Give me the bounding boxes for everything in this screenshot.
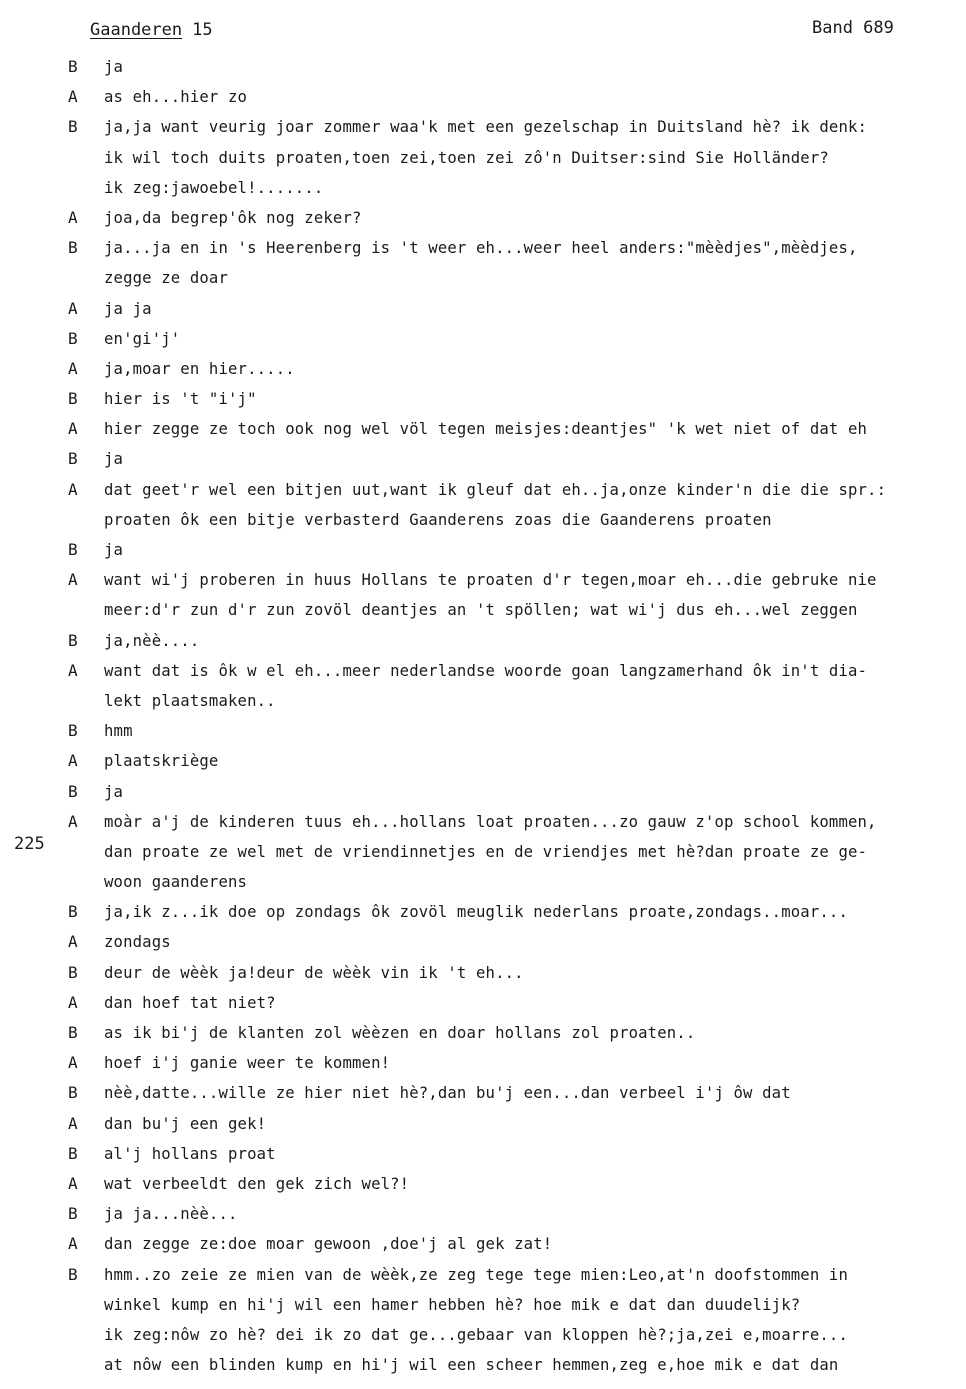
transcript-line — [0, 1109, 966, 1139]
transcript-line — [0, 897, 966, 927]
speaker-label: A — [68, 358, 78, 378]
transcript-line — [0, 746, 966, 776]
speaker-label: A — [68, 1053, 78, 1073]
line-text: as ik bi'j de klanten zol wèèzen en doar hollans zol proaten.. — [104, 1024, 696, 1042]
speaker-label: A — [68, 932, 78, 952]
speaker-label: B — [68, 721, 78, 741]
transcript-line — [0, 867, 966, 897]
transcript-line — [0, 354, 966, 384]
transcript-line — [0, 716, 966, 746]
transcript-lines — [0, 52, 966, 1380]
speaker-label: A — [68, 419, 78, 439]
line-text: joa,da begrep'ôk nog zeker? — [104, 208, 362, 227]
speaker-label: A — [68, 570, 78, 590]
line-text: wat verbeeldt den gek zich wel?! — [104, 1174, 410, 1193]
line-text: deur de wèèk ja!deur de wèèk vin ik 't eh... — [104, 963, 524, 982]
transcript-line — [0, 203, 966, 233]
line-text: proaten ôk een bitje verbasterd Gaanderens zoas die Gaanderens proaten — [104, 510, 772, 529]
line-text: ja,moar en hier..... — [104, 359, 295, 378]
line-text: ja — [104, 782, 124, 801]
line-text: hier is 't "i'j" — [104, 390, 257, 409]
transcript-line — [0, 1290, 966, 1320]
transcript-line — [0, 52, 966, 82]
speaker-label: B — [68, 1204, 78, 1224]
speaker-label: B — [68, 1143, 78, 1163]
line-text: ja,ja want veurig joar zommer waa'k met een gezelschap in Duitsland hè? ik denk: — [104, 118, 868, 137]
line-text: al'j hollans proat — [104, 1144, 276, 1163]
transcript-line — [0, 837, 966, 867]
line-text: ja,nèè.... — [104, 631, 200, 650]
line-text: nèè,datte...wille ze hier niet hè?,dan bu'j een...dan verbeel i'j ôw dat — [104, 1084, 791, 1103]
speaker-label: B — [68, 57, 78, 76]
line-text: ik zeg:nôw zo hè? dei ik zo dat ge...gebaar van kloppen hè?;ja,zei e,moarre... — [104, 1325, 848, 1344]
line-text: want wi'j proberen in huus Hollans te proaten d'r tegen,moar eh...die gebruke nie — [104, 571, 877, 590]
line-text: as eh...hier zo — [104, 88, 248, 107]
speaker-label: A — [68, 811, 78, 831]
transcript-line — [0, 958, 966, 988]
transcript-line — [0, 1350, 966, 1380]
speaker-label: A — [68, 87, 78, 107]
speaker-label: B — [68, 962, 78, 982]
speaker-label: A — [68, 1113, 78, 1133]
line-text: ja ja — [104, 299, 152, 318]
transcript-line — [0, 595, 966, 625]
line-text: meer:d'r zun d'r zun zovöl deantjes an 't spöllen; wat wi'j dus eh...wel zeggen — [104, 601, 858, 620]
transcript-line — [0, 988, 966, 1018]
speaker-label: A — [68, 207, 78, 227]
transcript-line — [0, 263, 966, 293]
line-text: ja...ja en in 's Heerenberg is 't weer eh...weer heel anders:"mèèdjes",mèèdjes, — [104, 239, 858, 258]
speaker-label: B — [68, 328, 78, 348]
speaker-label: A — [68, 751, 78, 771]
speaker-label: B — [68, 540, 78, 559]
speaker-label: B — [68, 630, 78, 650]
transcript-line — [0, 807, 966, 837]
transcript-line — [0, 686, 966, 716]
speaker-label: A — [68, 479, 78, 499]
transcript-line — [0, 475, 966, 505]
speaker-label: B — [68, 1023, 78, 1042]
line-text: zegge ze doar — [104, 269, 228, 288]
transcript-line — [0, 324, 966, 354]
header-band: Band 689 — [812, 18, 894, 38]
line-text: dat geet'r wel een bitjen uut,want ik gleuf dat eh..ja,onze kinder'n die die spr.: — [104, 480, 887, 499]
speaker-label: A — [68, 298, 78, 318]
speaker-label: A — [68, 660, 78, 680]
line-text: woon gaanderens — [104, 873, 248, 892]
speaker-label: B — [68, 389, 78, 409]
header-page-number: 15 — [192, 20, 213, 40]
transcript-line — [0, 82, 966, 112]
speaker-label: B — [68, 1264, 78, 1284]
speaker-label: B — [68, 117, 78, 137]
speaker-label: A — [68, 1234, 78, 1254]
line-text: at nôw een blinden kump en hi'j wil een scheer hemmen,zeg e,hoe mik e dat dan — [104, 1356, 839, 1375]
transcript-line — [0, 1320, 966, 1350]
line-text: lekt plaatsmaken.. — [104, 691, 276, 710]
line-text: ik wil toch duits proaten,toen zei,toen zei zô'n Duitser:sind Sie Holländer? — [104, 148, 829, 167]
transcript-line — [0, 1229, 966, 1259]
transcript-line — [0, 1199, 966, 1229]
line-text: winkel kump en hi'j wil een hamer hebben hè? hoe mik e dat dan duudelijk? — [104, 1295, 801, 1314]
transcript-line — [0, 777, 966, 807]
transcript-line — [0, 1139, 966, 1169]
transcript-line — [0, 1048, 966, 1078]
transcript-line — [0, 626, 966, 656]
transcript-line — [0, 1018, 966, 1048]
line-text: want dat is ôk w el eh...meer nederlandse woorde goan langzamerhand ôk in't dia- — [104, 661, 868, 680]
transcript-line — [0, 927, 966, 957]
line-text: dan proate ze wel met de vriendinnetjes en de vriendjes met hè?dan proate ze ge- — [104, 842, 868, 861]
transcript-line — [0, 1169, 966, 1199]
speaker-label: B — [68, 1083, 78, 1103]
line-text: hmm — [104, 722, 133, 741]
header-title — [90, 20, 213, 40]
transcript-line — [0, 294, 966, 324]
transcript-line — [0, 233, 966, 263]
transcript-line — [0, 505, 966, 535]
transcript-line — [0, 173, 966, 203]
transcript-line — [0, 112, 966, 142]
transcript-line — [0, 143, 966, 173]
line-text: plaatskriège — [104, 752, 219, 771]
transcript-line — [0, 535, 966, 565]
speaker-label: A — [68, 992, 78, 1012]
speaker-label: B — [68, 902, 78, 922]
line-text: hoef i'j ganie weer te kommen! — [104, 1054, 391, 1073]
transcript-line — [0, 1078, 966, 1108]
transcript-line — [0, 444, 966, 474]
transcript-line — [0, 384, 966, 414]
line-text: en'gi'j' — [104, 329, 181, 348]
transcript-line — [0, 1260, 966, 1290]
line-text: ja — [104, 450, 124, 469]
speaker-label: B — [68, 449, 78, 469]
transcript-line — [0, 656, 966, 686]
line-text: dan bu'j een gek! — [104, 1114, 267, 1133]
line-text: ja,ik z...ik doe op zondags ôk zovöl meuglik nederlans proate,zondags..moar... — [104, 903, 848, 922]
transcript-line — [0, 565, 966, 595]
line-text: hmm..zo zeie ze mien van de wèèk,ze zeg tege tege mien:Leo,at'n doofstommen in — [104, 1265, 848, 1284]
speaker-label: B — [68, 238, 78, 258]
line-text: ja — [104, 541, 124, 559]
margin-number: 225 — [14, 834, 45, 854]
line-text: ja ja...nèè... — [104, 1205, 238, 1224]
line-text: dan hoef tat niet? — [104, 993, 276, 1012]
line-text: dan zegge ze:doe moar gewoon ,doe'j al gek zat! — [104, 1235, 553, 1254]
line-text: hier zegge ze toch ook nog wel völ tegen meisjes:deantjes" 'k wet niet of dat eh — [104, 420, 868, 439]
line-text: zondags — [104, 933, 171, 952]
speaker-label: B — [68, 781, 78, 801]
speaker-label: A — [68, 1173, 78, 1193]
header-place: Gaanderen — [90, 20, 183, 40]
line-text: moàr a'j de kinderen tuus eh...hollans loat proaten...zo gauw z'op school kommen, — [104, 812, 877, 831]
transcript-line — [0, 414, 966, 444]
line-text: ik zeg:jawoebel!....... — [104, 178, 324, 197]
line-text: ja — [104, 58, 124, 76]
